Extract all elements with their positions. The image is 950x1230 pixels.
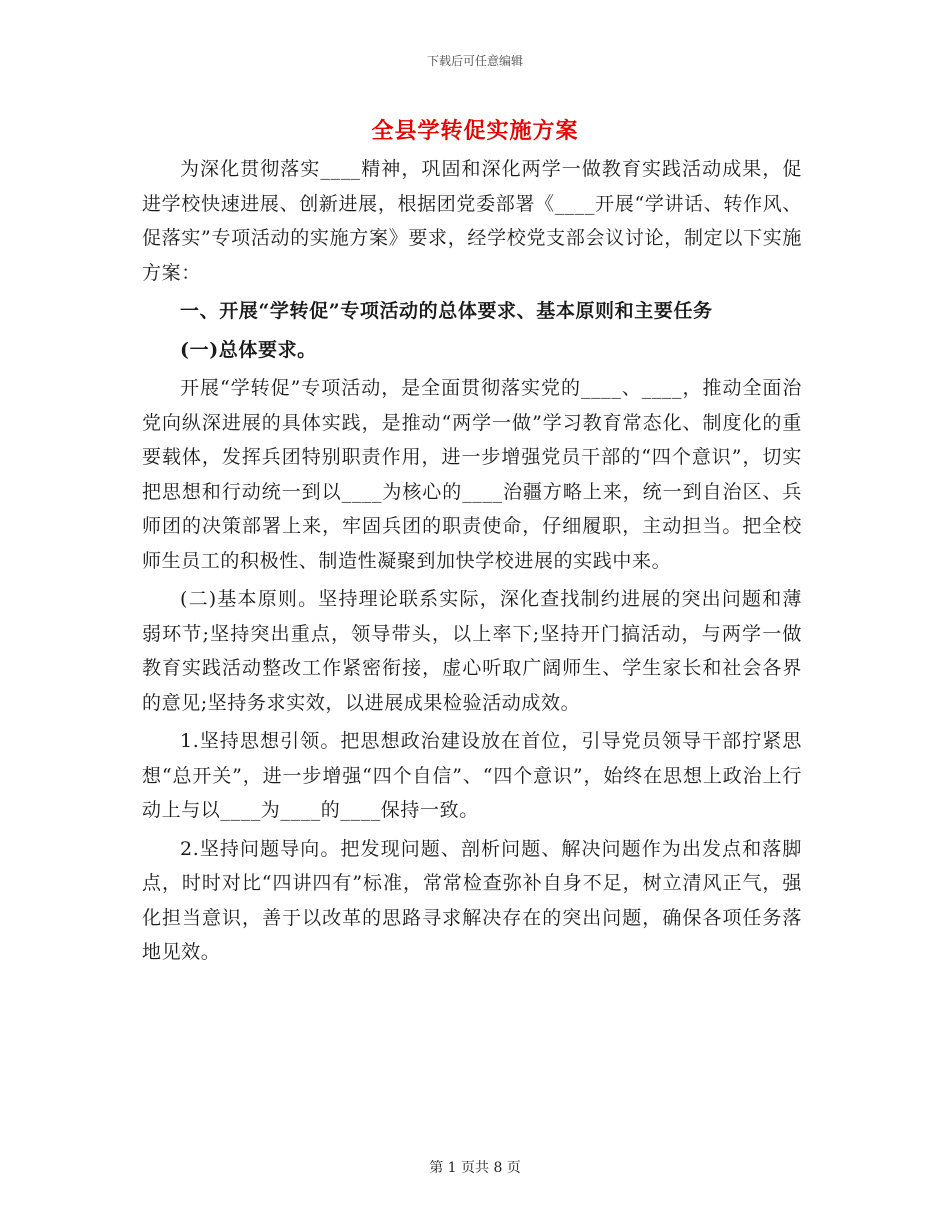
- paragraph-principle-2: 2.坚持问题导向。把发现问题、剖析问题、解决问题作为出发点和落脚点，时时对比“四讲四有”标准，常常检查弥补自身不足，树立清风正气，强化担当意识，善于以改革的思路寻求解决存在的突出问题，确保各项任务落地见效。: [142, 837, 802, 963]
- page-footer: 第 1 页共 8 页: [429, 1160, 521, 1176]
- paragraph-basic-principles: (二)基本原则。坚持理论联系实际，深化查找制约进展的突出问题和薄弱环节;坚持突出重点，领导带头，以上率下;坚持开门搞活动，与两学一做教育实践活动整改工作紧密衔接，虚心听取广阔师生、学生家长和社会各界的意见;坚持务求实效，以进展成果检验活动成效。: [142, 588, 802, 714]
- intro-paragraph: 为深化贯彻落实____精神，巩固和深化两学一做教育实践活动成果，促进学校快速进展、创新进展，根据团党委部署《____开展“学讲话、转作风、促落实”专项活动的实施方案》要求，经学校党支部会议讨论，制定以下实施方案：: [142, 158, 802, 284]
- document-title: 全县学转促实施方案: [371, 118, 579, 144]
- page-header: 下载后可任意编辑: [426, 54, 523, 68]
- paragraph-general-requirements: 开展“学转促”专项活动，是全面贯彻落实党的____、____，推动全面治党向纵深进展的具体实践，是推动“两学一做”学习教育常态化、制度化的重要载体，发挥兵团特别职责作用，进一步增强党员干部的“四个意识”，切实把思想和行动统一到以____为核心的____治疆方略上来，统一到自治区、兵师团的决策部署上来，牢固兵团的职责使命，仔细履职，主动担当。把全校师生员工的积极性、制造性凝聚到加快学校进展的实践中来。: [142, 377, 802, 572]
- document-body: [142, 152, 802, 974]
- paragraph-principle-1: 1.坚持思想引领。把思想政治建设放在首位，引导党员领导干部拧紧思想“总开关”，进一步增强“四个自信”、“四个意识”，始终在思想上政治上行动上与以____为____的____保持一致。: [142, 730, 802, 821]
- section-heading-1: 一、开展“学转促”专项活动的总体要求、基本原则和主要任务: [180, 300, 713, 322]
- subsection-heading-general-requirements: (一)总体要求。: [180, 338, 317, 361]
